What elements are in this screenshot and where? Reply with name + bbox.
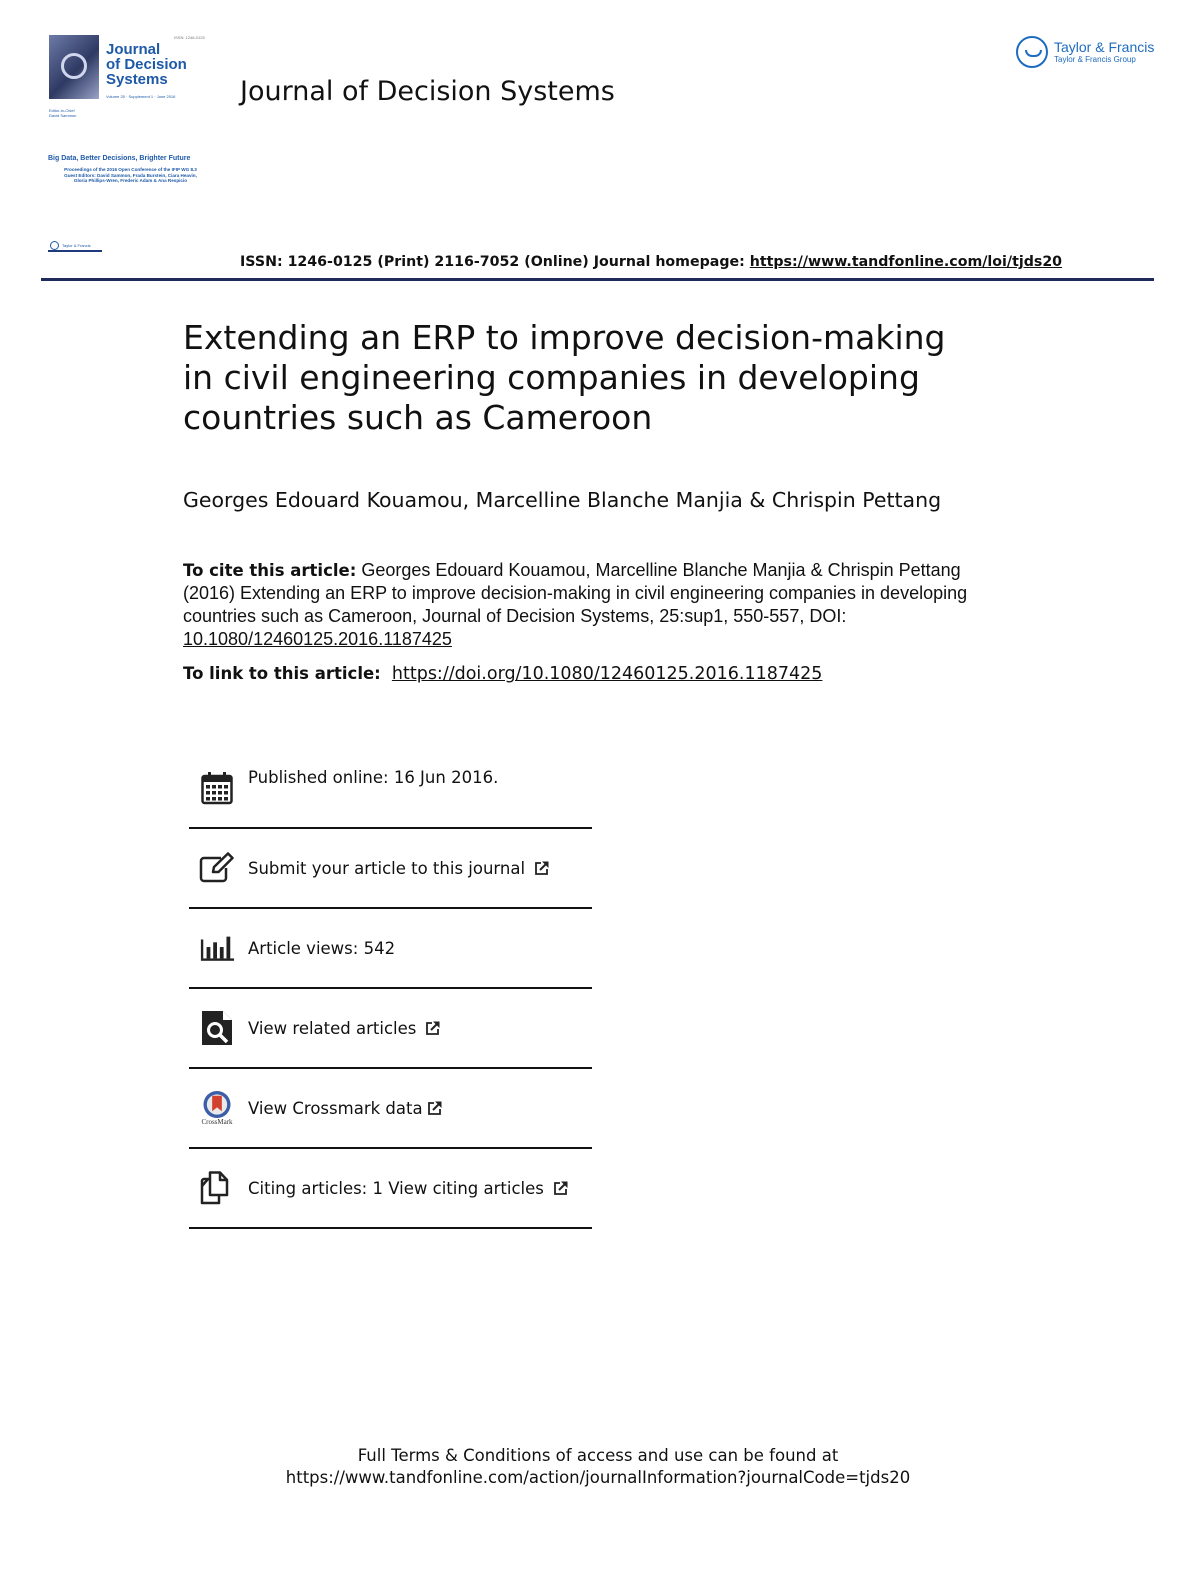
article-authors: Georges Edouard Kouamou, Marcelline Blanche Manjia & Chrispin Pettang xyxy=(183,488,942,512)
cover-publisher-text: Taylor & Francis xyxy=(62,243,91,248)
publisher-group: Taylor & Francis Group xyxy=(1054,54,1136,64)
cover-title-line: Systems xyxy=(106,71,168,88)
cover-volume: Volume 25 · Supplement 1 · June 2016 xyxy=(106,94,176,99)
crossmark-label xyxy=(248,1099,443,1118)
cover-editor-name: David Sammon xyxy=(49,113,77,118)
related-articles-text: View related articles xyxy=(248,1018,417,1038)
article-views-text: Article views: 542 xyxy=(248,938,396,958)
citing-articles-text: Citing articles: 1 View citing articles xyxy=(248,1178,544,1198)
cover-title xyxy=(106,42,187,87)
published-online-item xyxy=(189,749,592,827)
related-articles-link[interactable] xyxy=(189,989,592,1069)
cover-title-line: of Decision xyxy=(106,56,187,73)
article-views-item xyxy=(189,909,592,989)
header-divider xyxy=(41,278,1154,281)
taylor-francis-logo-icon xyxy=(1016,36,1048,68)
article-title-line: Extending an ERP to improve decision-making xyxy=(183,318,946,357)
terms-footer xyxy=(0,1445,1196,1489)
external-link-icon xyxy=(426,1100,443,1117)
publisher-logo xyxy=(1016,36,1154,68)
edit-icon xyxy=(199,850,235,886)
issn-line xyxy=(240,254,1062,270)
taylor-francis-mini-icon xyxy=(50,241,59,250)
citation-text: Georges Edouard Kouamou, Marcelline Blanche Manjia & Chrispin Pettang (2016) Extending an ERP to improve decision-making in civil engineering companies in developing countries such as Cameroon, Journal of Decision Systems, 25:sup1, 550-557, DOI: xyxy=(183,560,968,626)
article-info-list xyxy=(189,749,592,1229)
external-link-icon xyxy=(424,1020,441,1037)
journal-name: Journal of Decision Systems xyxy=(240,76,615,107)
article-link-label: To link to this article: xyxy=(183,664,381,683)
cover-proceedings-line: Guest Editors: David Sammon, Frada Burstein, Ciara Heavin, xyxy=(64,172,197,178)
citation-doi-link[interactable]: 10.1080/12460125.2016.1187425 xyxy=(183,629,452,649)
terms-link[interactable]: https://www.tandfonline.com/action/journalInformation?journalCode=tjds20 xyxy=(285,1468,911,1487)
copy-documents-icon xyxy=(199,1170,235,1206)
cover-proceedings xyxy=(48,167,213,184)
citing-articles-link[interactable] xyxy=(189,1149,592,1229)
bar-chart-icon xyxy=(199,930,235,966)
crossmark-link[interactable] xyxy=(189,1069,592,1149)
journal-cover-thumbnail xyxy=(44,30,214,250)
citing-articles-label xyxy=(248,1179,569,1198)
publisher-name: Taylor & Francis xyxy=(1054,38,1155,55)
cover-theme: Big Data, Better Decisions, Brighter Future xyxy=(48,155,191,162)
related-articles-label xyxy=(248,1019,441,1038)
article-link-line xyxy=(183,664,822,684)
external-link-icon xyxy=(552,1180,569,1197)
journal-homepage-link[interactable]: https://www.tandfonline.com/loi/tjds20 xyxy=(749,254,1063,270)
cover-divider xyxy=(48,250,102,252)
crossmark-logo-text: CrossMark xyxy=(201,1118,233,1126)
cover-editor-label: Editor-in-Chief xyxy=(49,108,75,113)
article-doi-link[interactable]: https://doi.org/10.1080/12460125.2016.1187425 xyxy=(391,664,823,684)
article-title-line: countries such as Cameroon xyxy=(183,398,653,437)
article-title xyxy=(183,318,1003,438)
cover-proceedings-line: Proceedings of the 2016 Open Conference of the IFIP WG 8.3 xyxy=(64,167,197,172)
calendar-icon xyxy=(199,770,235,806)
terms-text: Full Terms & Conditions of access and use can be found at xyxy=(357,1446,839,1465)
citation-block xyxy=(183,559,1003,651)
crossmark-text: View Crossmark data xyxy=(248,1098,423,1118)
cover-image xyxy=(49,35,99,99)
cover-proceedings-line: Gloria Phillips-Wren, Frederic Adam & Ana Respicio xyxy=(73,178,188,184)
cover-publisher-logo xyxy=(50,241,91,250)
cover-editor xyxy=(49,108,76,118)
submit-article-link[interactable] xyxy=(189,829,592,909)
external-link-icon xyxy=(533,860,550,877)
submit-article-text: Submit your article to this journal xyxy=(248,858,526,878)
crossmark-icon xyxy=(199,1090,235,1126)
article-title-line: in civil engineering companies in developing xyxy=(183,358,920,397)
cover-title-line: Journal xyxy=(106,41,161,58)
submit-article-label xyxy=(248,859,550,878)
issn-text: ISSN: 1246-0125 (Print) 2116-7052 (Online) Journal homepage: xyxy=(240,254,750,270)
published-online-text: Published online: 16 Jun 2016. xyxy=(248,768,499,787)
document-search-icon xyxy=(199,1010,235,1046)
cover-issn: ISSN: 1246-0125 xyxy=(174,35,205,40)
citation-label: To cite this article: xyxy=(183,561,357,580)
